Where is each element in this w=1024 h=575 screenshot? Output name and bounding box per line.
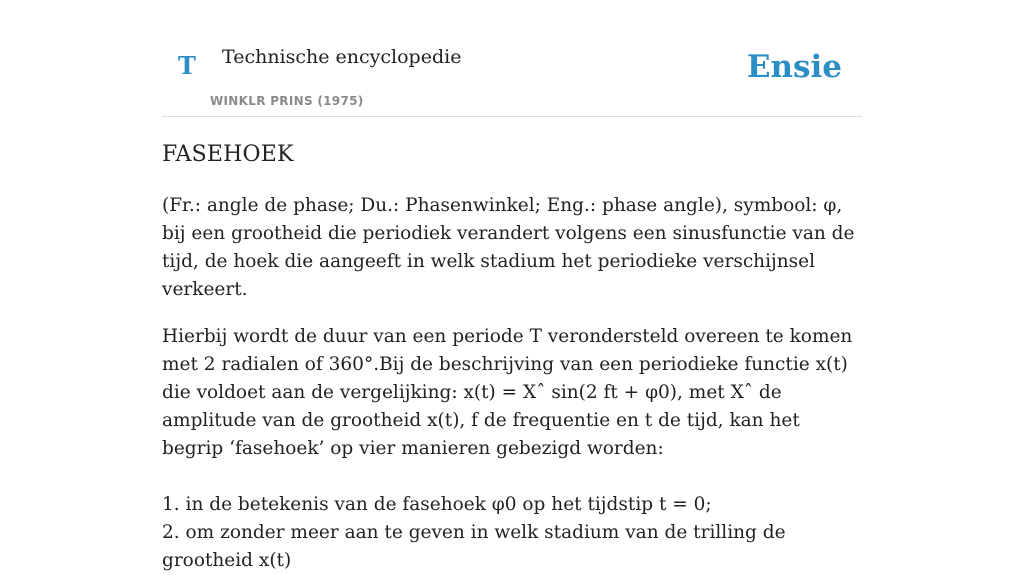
list-item: 2. om zonder meer aan te geven in welk stadium van de trilling de grootheid x(t) <box>162 522 786 571</box>
article-paragraph-1: (Fr.: angle de phase; Du.: Phasenwinkel; Eng.: phase angle), symbool: φ, bij een grootheid die periodiek verandert volgens een sinusfunctie van de tijd, de hoek die aangeeft in welk stadium het periodieke verschijnsel verkeert. <box>162 195 855 300</box>
site-header <box>162 0 862 117</box>
list-item: 1. in de betekenis van de fasehoek φ0 op het tijdstip t = 0; <box>162 494 712 515</box>
article-title: FASEHOEK <box>162 142 294 167</box>
category-logo[interactable]: T <box>178 51 196 80</box>
usage-list <box>162 491 862 575</box>
encyclopedia-title[interactable]: Technische encyclopedie <box>222 46 462 68</box>
brand-logo-link[interactable]: Ensie <box>746 49 842 85</box>
article-paragraph-2: Hierbij wordt de duur van een periode T verondersteld overeen te komen met 2 radialen of 360°.Bij de beschrijving van een periodieke functie x(t) die voldoet aan de vergelijking: x(t) = Xˆ sin(2 ft + φ0), met Xˆ de amplitude van de grootheid x(t), f de frequentie en t de tijd, kan het begrip ‘fasehoek’ op vier manieren gebezigd worden: <box>162 326 853 459</box>
article <box>162 140 862 575</box>
source-label: WINKLR PRINS (1975) <box>210 94 364 108</box>
